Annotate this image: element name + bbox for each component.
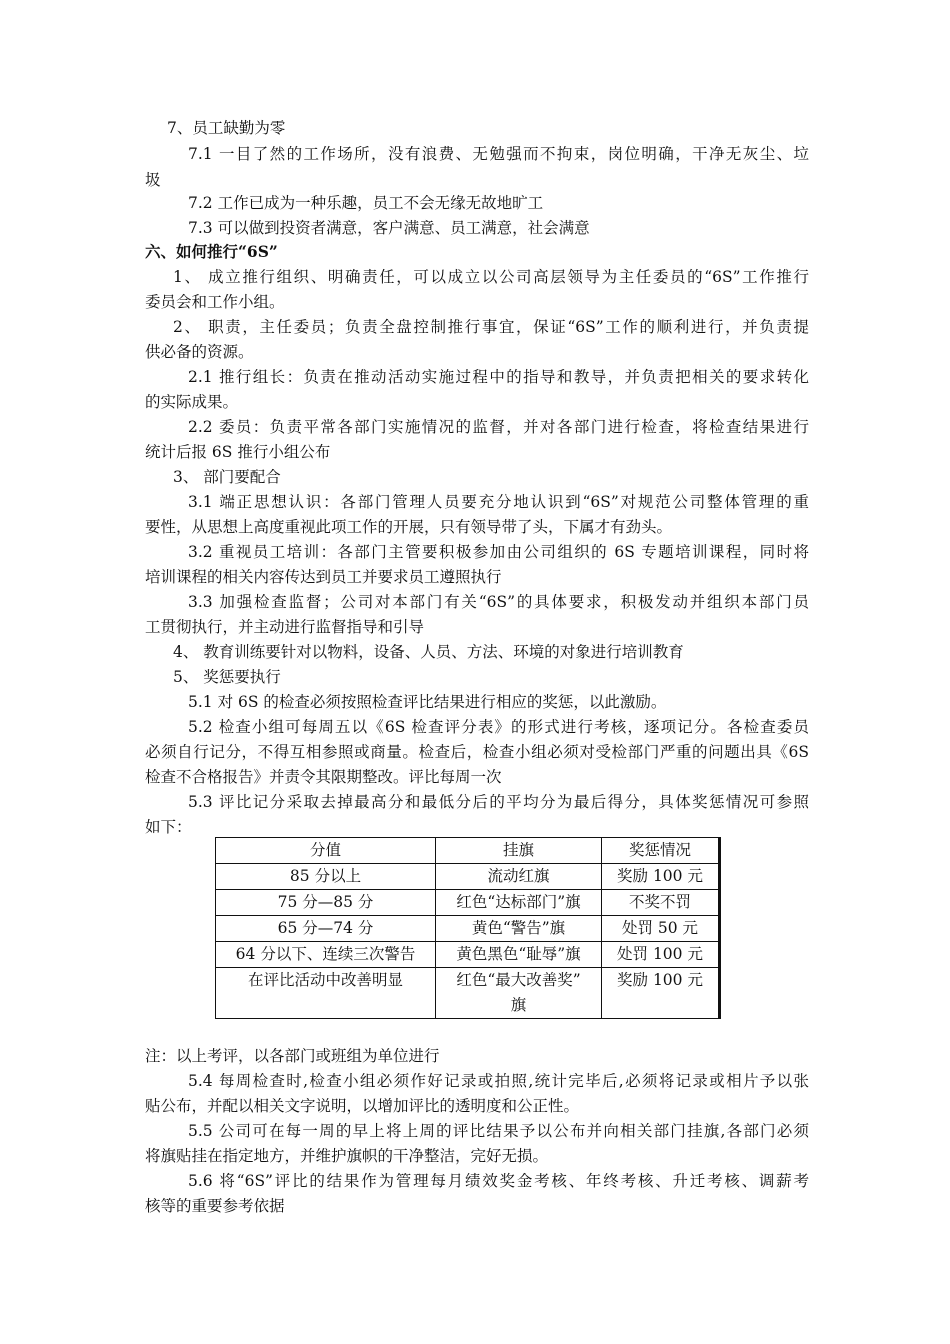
table-row <box>216 968 720 1019</box>
table-cell: 流动红旗 <box>436 864 602 890</box>
paragraph-7-2: 7.2 工作已成为一种乐趣，员工不会无缘无故地旷工 <box>188 194 544 212</box>
item-2-1-line1: 2.1 推行组长：负责在推动活动实施过程中的指导和教导，并负责把相关的要求转化 <box>188 368 809 386</box>
table-cell: 处罚 50 元 <box>602 916 720 942</box>
item-3-3-line2: 工贯彻执行，并主动进行监督指导和引导 <box>145 618 425 636</box>
item-5-6-line1: 5.6 将“6S”评比的结果作为管理每月绩效奖金考核、年终考核、升迁考核、调薪考 <box>188 1172 809 1190</box>
table-cell: 黄色“警告”旗 <box>436 916 602 942</box>
table-cell: 75 分—85 分 <box>216 890 436 916</box>
item-5-5-line2: 将旗贴挂在指定地方，并维护旗帜的干净整洁，完好无损。 <box>145 1147 549 1165</box>
table-cell: 红色“达标部门”旗 <box>436 890 602 916</box>
table-cell-line: 红色“最大改善奖” <box>456 971 581 989</box>
table-note: 注：以上考评，以各部门或班组为单位进行 <box>145 1047 440 1065</box>
header-score: 分值 <box>216 838 436 864</box>
item-5-2-line1: 5.2 检查小组可每周五以《6S 检查评分表》的形式进行考核，逐项记分。各检查委员 <box>188 718 809 736</box>
item-3-1-line2: 要性，从思想上高度重视此项工作的开展，只有领导带了头，下属才有劲头。 <box>145 518 673 536</box>
table-cell: 85 分以上 <box>216 864 436 890</box>
item-5-4-line1: 5.4 每周检查时,检查小组必须作好记录或拍照,统计完毕后,必须将记录或相片予以张 <box>188 1072 809 1090</box>
item-5-3-line2: 如下： <box>145 818 192 836</box>
item-5-3-line1: 5.3 评比记分采取去掉最高分和最低分后的平均分为最后得分，具体奖惩情况可参照 <box>188 793 809 811</box>
item-3-2-line1: 3.2 重视员工培训：各部门主管要积极参加由公司组织的 6S 专题培训课程，同时将 <box>188 543 809 561</box>
item-5-6-line2: 核等的重要参考依据 <box>145 1197 285 1215</box>
item-5: 5、 奖惩要执行 <box>173 668 281 686</box>
item-2-1-line2: 的实际成果。 <box>145 393 239 411</box>
table-cell: 奖励 100 元 <box>602 968 720 1019</box>
item-1-line2: 委员会和工作小组。 <box>145 293 285 311</box>
table-cell: 奖励 100 元 <box>602 864 720 890</box>
item-1-line1: 1、 成立推行组织、明确责任，可以成立以公司高层领导为主任委员的“6S”工作推行 <box>173 268 809 286</box>
item-3: 3、 部门要配合 <box>173 468 281 486</box>
table-cell: 黄色黑色“耻辱”旗 <box>436 942 602 968</box>
item-3-2-line2: 培训课程的相关内容传达到员工并要求员工遵照执行 <box>145 568 502 586</box>
item-2-2-line2: 统计后报 6S 推行小组公布 <box>145 443 331 461</box>
table-cell: 64 分以下、连续三次警告 <box>216 942 436 968</box>
table-header-row <box>216 838 720 864</box>
table-row <box>216 890 720 916</box>
table-cell: 在评比活动中改善明显 <box>216 968 436 1019</box>
item-5-5-line1: 5.5 公司可在每一周的早上将上周的评比结果予以公布并向相关部门挂旗,各部门必须 <box>188 1122 809 1140</box>
paragraph-7-1-line2: 圾 <box>145 171 161 189</box>
heading-7: 7、员工缺勤为零 <box>167 119 286 137</box>
item-2-line1: 2、 职责，主任委员；负责全盘控制推行事宜，保证“6S”工作的顺利进行，并负责提 <box>173 318 809 336</box>
table-row <box>216 916 720 942</box>
paragraph-7-1-line1: 7.1 一目了然的工作场所，没有浪费、无勉强而不拘束，岗位明确，干净无灰尘、垃 <box>188 145 809 163</box>
header-reward: 奖惩情况 <box>602 838 720 864</box>
table-row <box>216 942 720 968</box>
item-2-line2: 供必备的资源。 <box>145 343 254 361</box>
section-heading-6: 六、如何推行“6S” <box>145 242 278 261</box>
item-5-2-line3: 检查不合格报告》并责令其限期整改。评比每周一次 <box>145 768 502 786</box>
reward-penalty-table <box>215 837 721 1019</box>
header-flag: 挂旗 <box>436 838 602 864</box>
table-cell: 65 分—74 分 <box>216 916 436 942</box>
item-5-2-line2: 必须自行记分，不得互相参照或商量。检查后，检查小组必须对受检部门严重的问题出具《6S <box>145 743 809 761</box>
item-3-1-line1: 3.1 端正思想认识：各部门管理人员要充分地认识到“6S”对规范公司整体管理的重 <box>188 493 809 511</box>
item-2-2-line1: 2.2 委员：负责平常各部门实施情况的监督，并对各部门进行检查，将检查结果进行 <box>188 418 809 436</box>
table-cell: 处罚 100 元 <box>602 942 720 968</box>
item-3-3-line1: 3.3 加强检查监督；公司对本部门有关“6S”的具体要求，积极发动并组织本部门员 <box>188 593 809 611</box>
item-5-4-line2: 贴公布，并配以相关文字说明，以增加评比的透明度和公正性。 <box>145 1097 580 1115</box>
table-cell: 不奖不罚 <box>602 890 720 916</box>
table-row <box>216 864 720 890</box>
paragraph-7-3: 7.3 可以做到投资者满意，客户满意、员工满意，社会满意 <box>188 219 590 237</box>
item-5-1: 5.1 对 6S 的检查必须按照检查评比结果进行相应的奖惩，以此激励。 <box>188 693 667 711</box>
table-cell <box>436 968 602 1019</box>
table-cell-line: 旗 <box>510 996 527 1014</box>
item-4: 4、 教育训练要针对以物料，设备、人员、方法、环境的对象进行培训教育 <box>173 643 684 661</box>
